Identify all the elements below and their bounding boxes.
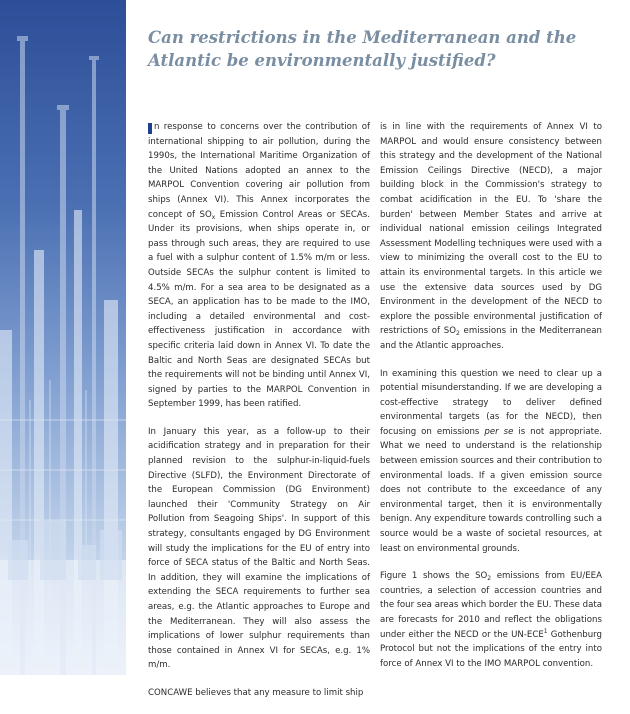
paragraph-concawe: CONCAWE believes that any measure to limit ship	[148, 687, 364, 698]
footnote-marker: 1	[543, 627, 548, 635]
paragraph-text: n response to concerns over the contribution of international shipping to air pollution, during the 1990s, the International Maritime Organization of the United Nations adopted an annex to the MARPOL Convention covering air pollution from ships (Annex VI). This Annex incorporates the concept of SO	[148, 122, 370, 220]
paragraph-text: emissions in the Mediterranean and the Atlantic approaches.	[380, 326, 603, 351]
paragraph-text: In examining this question we need to clear up a potential misunderstanding. If we are developing a cost-effective strategy to deliver defined environmental targets (as for the NECD), then focusing on emissions	[380, 368, 602, 437]
paragraph-text: Emission Control Areas or SECAs. Under its provisions, when ships operate in, or pass through such areas, they are required to use a fuel with a sulphur content of 1.5% m/m or less. Outside SECAs the sulphur content is limited to 4.5% m/m. For a sea area to be designated as a SECA, an application has to be made to the IMO, including a detailed environmental and cost-effectiveness justification in accordance with specific criteria laid down in Annex VI. To date the Baltic and North Seas are designated SECAs but the requirements will not be binding until Annex VI, signed by parties to the MARPOL Convention in September 1999, has been ratified.	[148, 209, 371, 410]
paragraph-necd	[380, 120, 602, 354]
paragraph-examining	[380, 367, 602, 557]
paragraph-figure1	[380, 569, 602, 671]
article-title: Can restrictions in the Mediterranean and the Atlantic be environmentally justified?	[148, 28, 577, 70]
subscript: 2	[456, 330, 460, 338]
left-text-column	[148, 120, 370, 714]
subscript: 2	[487, 575, 492, 583]
right-text-column	[380, 120, 602, 684]
paragraph-text: emissions from EU/EEA countries, a selection of accession countries and the four sea areas which border the EU. These data are forecasts for 2010 and reflect the obligations under either the NECD or the UN-ECE	[380, 571, 602, 640]
drop-cap	[148, 123, 152, 134]
refinery-silhouette	[0, 0, 126, 675]
refinery-photo	[0, 0, 126, 675]
italic-text: per se	[484, 426, 514, 437]
subscript: x	[211, 213, 216, 221]
paragraph-text: Gothenburg Protocol but not the implications of the entry into force of Annex VI to the IMO MARPOL convention.	[380, 629, 603, 669]
paragraph-text: is not appropriate. What we need to understand is the relationship between emission sources and their contribution to environmental loads. If a given emission source does not contribute to the exceedance of any environmental target, then it is environmentally benign. Any expenditure towards controlling such a source would be a waste of societal resources, at least on environmental grounds.	[380, 426, 602, 554]
paragraph-text: Figure 1 shows the SO	[380, 571, 488, 582]
paragraph-text: is in line with the requirements of Annex VI to MARPOL and would ensure consistency between this strategy and the development of the National Emission Ceilings Directive (NECD), a major building block in the Commission's strategy to combat acidification in the EU. To 'share the burden' between Member States and arrive at individual national emission ceilings Integrated Assessment Modelling techniques were used with a view to minimizing the overall cost to the EU to attain its environmental targets. In this article we use the extensive data sources used by DG Environment in the development of the NECD to explore the possible environmental justification of restrictions of SO	[380, 122, 602, 337]
paragraph-intro	[148, 120, 370, 412]
paragraph-january: In January this year, as a follow-up to their acidification strategy and in preparation for their planned revision to the sulphur-in-liquid-fuels Directive (SLFD), the Environment Directorate of the European Commission (DG Environment) launched their 'Community Strategy on Air Pollution from Seagoing Ships'. In support of this strategy, consultants engaged by DG Environment will study the implications for the EU of entry into force of SECA status of the Baltic and North Seas. In addition, they will examine the implications of extending the SECA requirements to further sea areas, e.g. the Atlantic approaches to Europe and the Mediterranean. They will also assess the implications of lower sulphur requirements than those contained in Annex VI for SECAs, e.g. 1% m/m.	[148, 426, 370, 671]
